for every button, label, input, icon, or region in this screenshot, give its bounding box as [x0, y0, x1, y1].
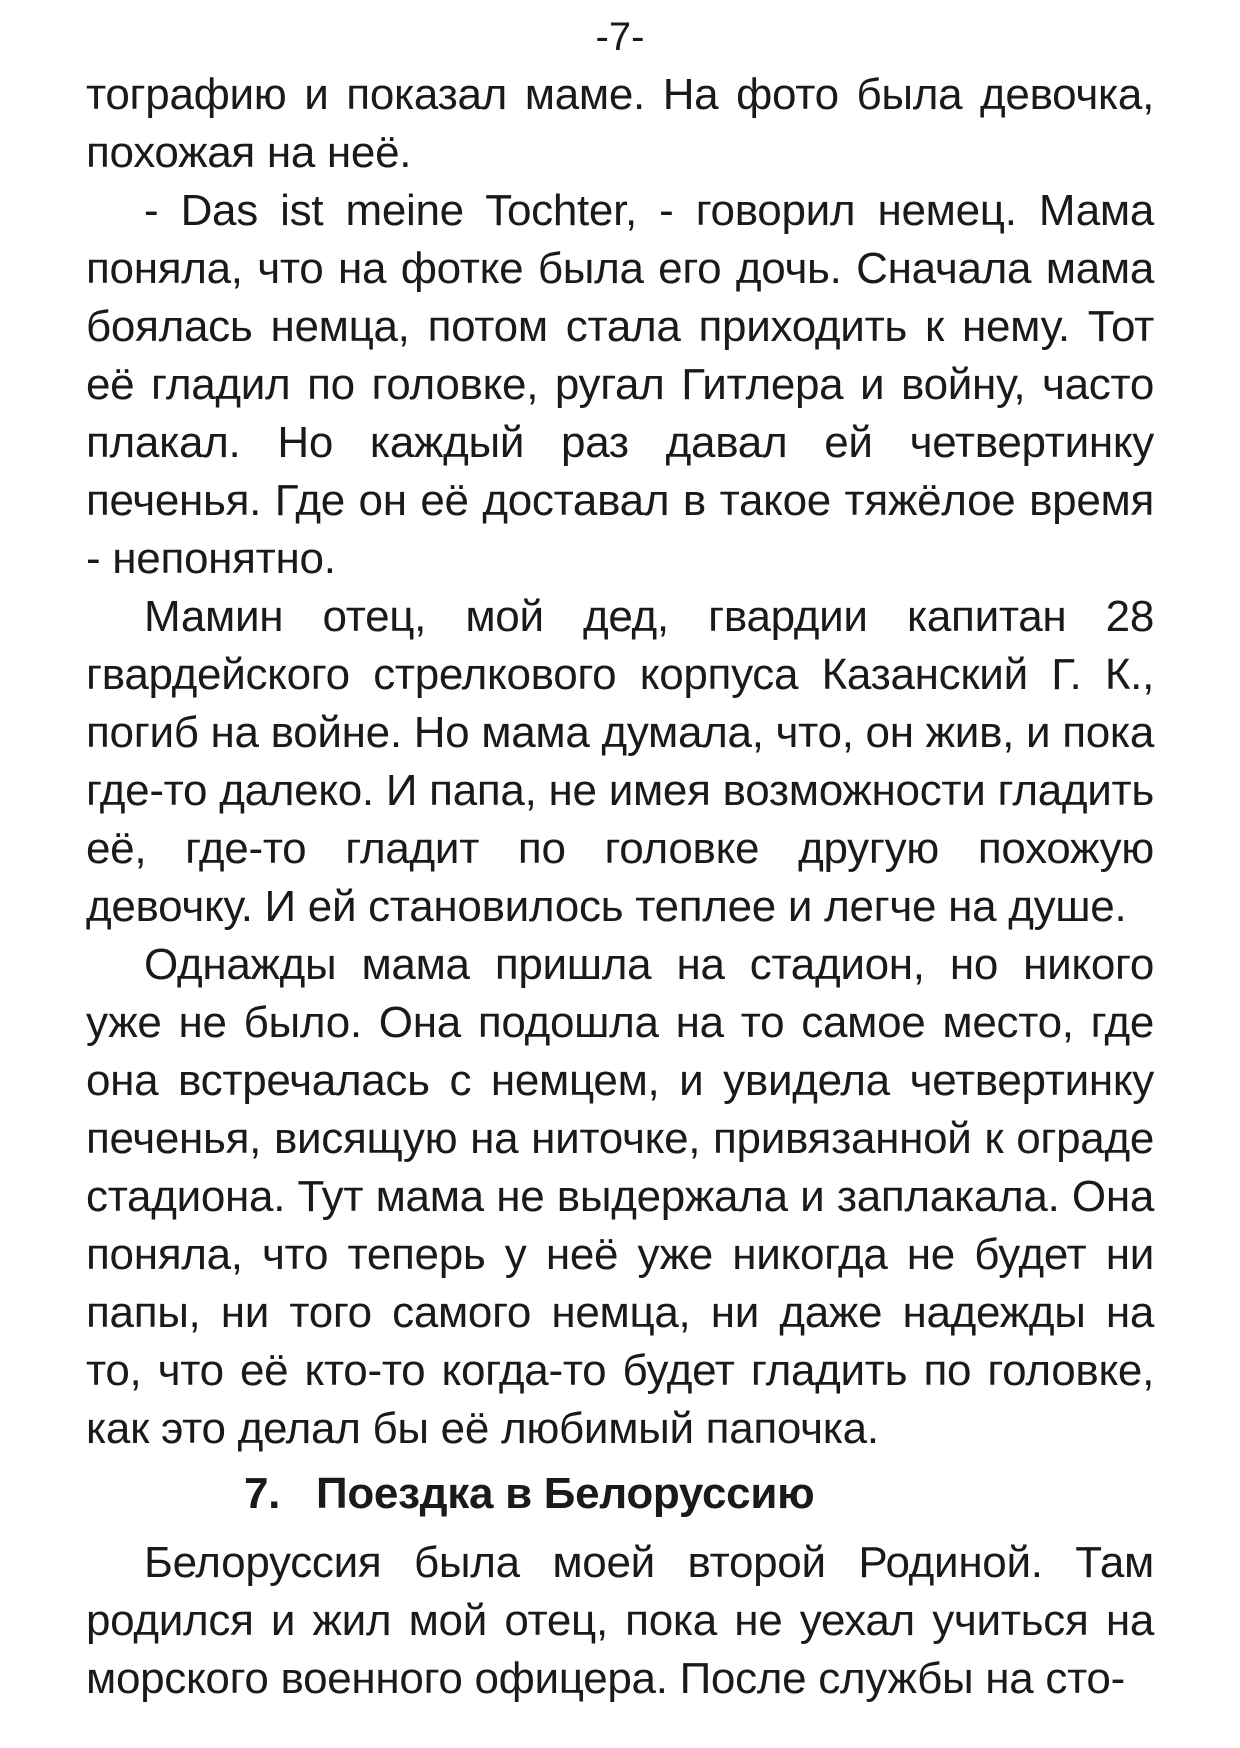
section-title: Поездка в Белоруссию — [316, 1469, 815, 1518]
document-page — [86, 0, 1154, 1748]
section-heading — [86, 1464, 1154, 1524]
paragraph: Мамин отец, мой дед, гвардии капитан 28 гвардейского стрелкового корпуса Казанский Г. К., погиб на войне. Но мама думала, что, он жив, и пока где-то далеко. И папа, не имея возможности гладить её, где-то гладит по головке другую похожую девочку. И ей становилось теплее и легче на душе. — [86, 592, 1154, 931]
page-number: -7- — [595, 15, 645, 59]
paragraph: - Das ist meine Tochter, - говорил немец. Мама поняла, что на фотке была его дочь. Сначала мама боялась немца, потом стала приходить к нему. Тот её гладил по головке, ругал Гитлера и войну, часто плакал. Но каждый раз давал ей четвертинку печенья. Где он её доставал в такое тяжёлое время - непонятно. — [86, 186, 1154, 583]
page-body — [86, 66, 1154, 1708]
paragraph: Белоруссия была моей второй Родиной. Там родился и жил мой отец, пока не уехал учиться на морского военного офицера. После службы на сто- — [86, 1538, 1154, 1703]
paragraph: тографию и показал маме. На фото была девочка, похожая на неё. — [86, 70, 1154, 177]
paragraph: Однажды мама пришла на стадион, но никого уже не было. Она подошла на то самое место, где она встречалась с немцем, и увидела четвертинку печенья, висящую на ниточке, привязанной к ограде стадиона. Тут мама не выдержала и заплакала. Она поняла, что теперь у неё уже никогда не будет ни папы, ни того самого немца, ни даже надежды на то, что её кто-то когда-то будет гладить по головке, как это делал бы её любимый папочка. — [86, 940, 1154, 1453]
section-number: 7. — [244, 1469, 281, 1518]
